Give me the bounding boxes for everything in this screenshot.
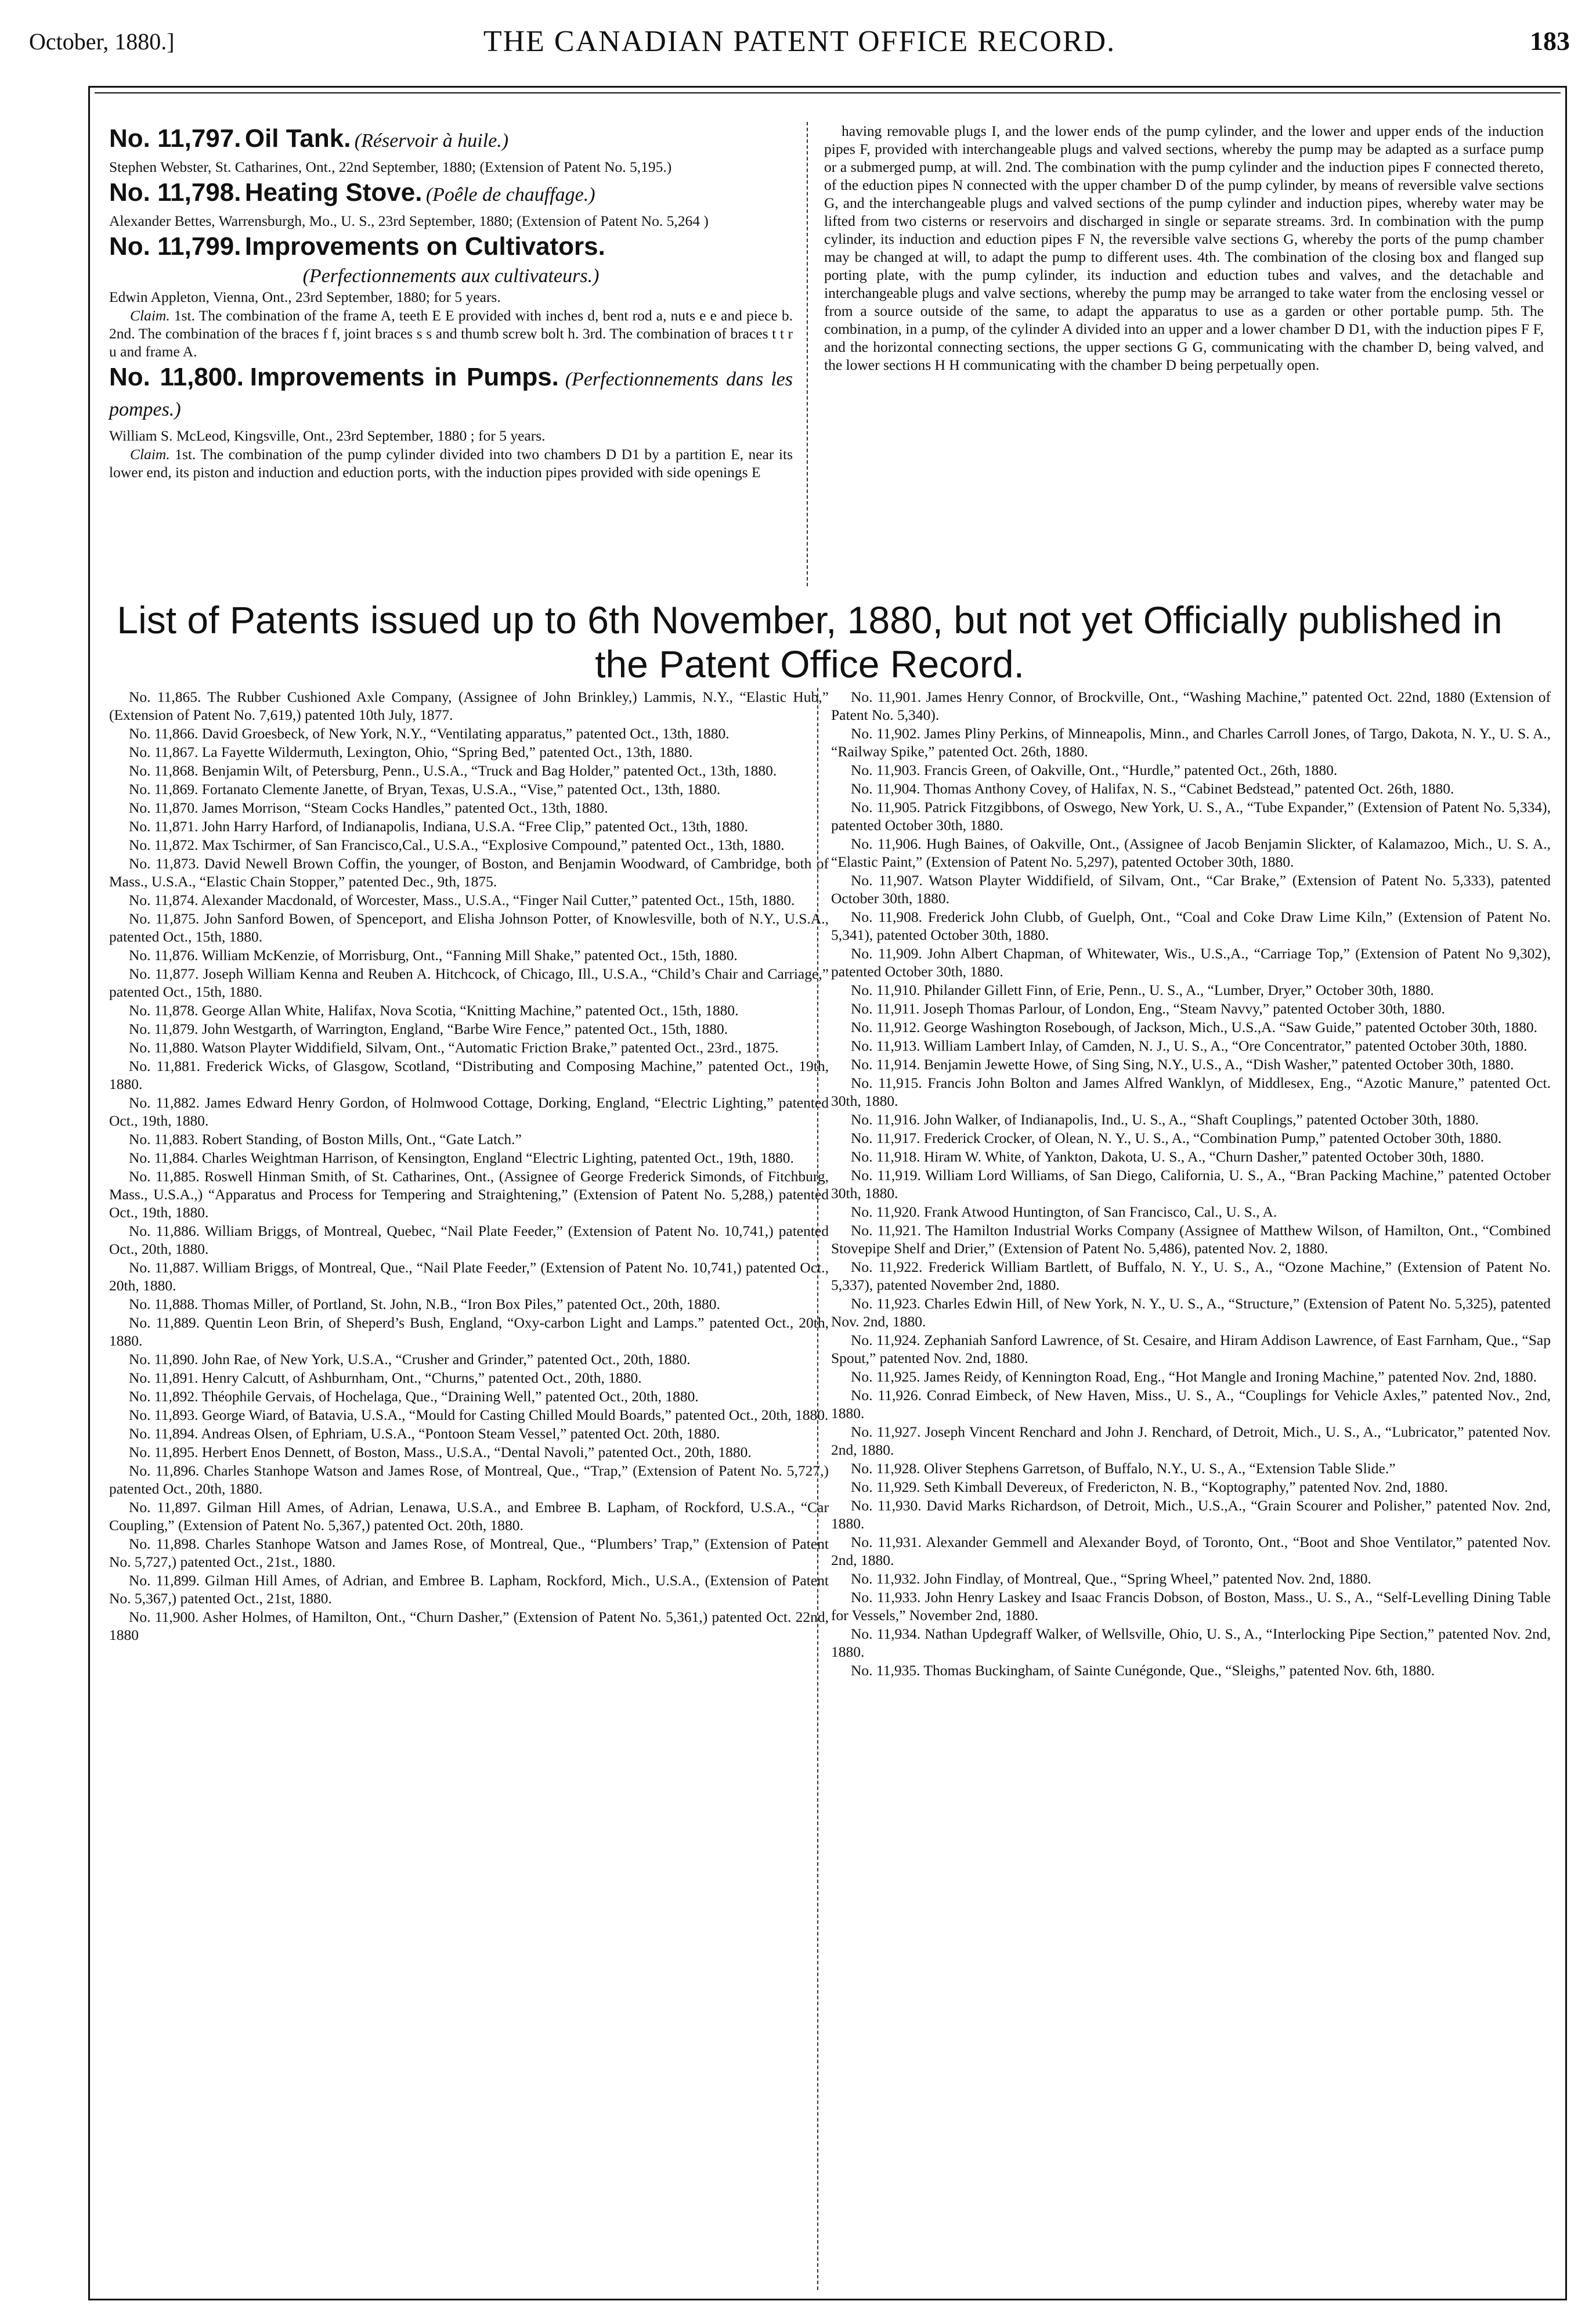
patent-meta: Alexander Bettes, Warrensburgh, Mo., U. S., 23rd September, 1880; (Extension of Patent No. 5,264 ) <box>109 212 709 229</box>
list-item: No. 11,922. Frederick William Bartlett, of Buffalo, N. Y., U. S., A., “Ozone Machine,” (Extension of Patent No. 5,337), patented November 2nd, 1880. <box>831 1258 1551 1293</box>
list-item: No. 11,894. Andreas Olsen, of Ephriam, U.S.A., “Pontoon Steam Vessel,” patented Oct. 20th, 1880. <box>129 1425 720 1442</box>
page-number: 183 <box>1530 26 1570 56</box>
list-item: No. 11,885. Roswell Hinman Smith, of St. Catharines, Ont., (Assignee of George Frederick Simonds, of Fitchburg, Mass., U.S.A.,) “Apparatus and Process for Tempering and Straightening,” (Extension of Patent No. 5,288,) patented Oct., 19th, 1880. <box>109 1168 829 1221</box>
list-item: No. 11,879. John Westgarth, of Warrington, England, “Barbe Wire Fence,” patented Oct., 15th, 1880. <box>129 1020 728 1037</box>
list-item: No. 11,897. Gilman Hill Ames, of Adrian, Lenawa, U.S.A., and Embree B. Lapham, of Rockford, U.S.A., “Car Coupling,” (Extension of Patent No. 5,367,) patented Oct. 20th, 1880. <box>109 1499 829 1534</box>
list-item: No. 11,875. John Sanford Bowen, of Spenceport, and Elisha Johnson Potter, of Knowlesville, both of N.Y., U.S.A., patented Oct., 15th, 1880. <box>109 910 829 945</box>
list-item: No. 11,919. William Lord Williams, of San Diego, California, U. S., A., “Bran Packing Machine,” patented October 30th, 1880. <box>831 1167 1551 1202</box>
patent-heading <box>109 178 793 211</box>
list-item: No. 11,928. Oliver Stephens Garretson, of Buffalo, N.Y., U. S., A., “Extension Table Slide.” <box>851 1460 1396 1477</box>
list-item: No. 11,905. Patrick Fitzgibbons, of Oswego, New York, U. S., A., “Tube Expander,” (Extension of Patent No. 5,334), patented October 30th, 1880. <box>831 799 1551 834</box>
list-item: No. 11,887. William Briggs, of Montreal, Que., “Nail Plate Feeder,” (Extension of Patent No. 10,741,) patented Oct., 20th, 1880. <box>109 1259 829 1294</box>
patent-number: No. 11,798. <box>109 178 241 207</box>
list-item: No. 11,918. Hiram W. White, of Yankton, Dakota, U. S., A., “Churn Dasher,” patented October 30th, 1880. <box>851 1148 1485 1165</box>
list-item: No. 11,914. Benjamin Jewette Howe, of Sing Sing, N.Y., U.S., A., “Dish Washer,” patented October 30th, 1880. <box>851 1056 1514 1073</box>
patent-entry <box>109 232 793 360</box>
patents-column <box>109 122 793 482</box>
list-item: No. 11,900. Asher Holmes, of Hamilton, Ont., “Churn Dasher,” (Extension of Patent No. 5,361,) patented Oct. 22nd, 1880 <box>109 1608 829 1643</box>
list-title: List of Patents issued up to 6th November, 1880, but not yet Officially published in the Patent Office Record. <box>117 598 1503 686</box>
list-item: No. 11,872. Max Tschirmer, of San Francisco,Cal., U.S.A., “Explosive Compound,” patented Oct., 13th, 1880. <box>129 836 785 853</box>
list-item: No. 11,886. William Briggs, of Montreal, Quebec, “Nail Plate Feeder,” (Extension of Patent No. 10,741,) patented Oct., 20th, 1880. <box>109 1222 829 1257</box>
list-item: No. 11,883. Robert Standing, of Boston Mills, Ont., “Gate Latch.” <box>129 1131 522 1148</box>
list-item: No. 11,899. Gilman Hill Ames, of Adrian, and Embree B. Lapham, Rockford, Mich., U.S.A., (Extension of Patent No. 5,367,) patented Oct., 21st, 1880. <box>109 1572 829 1607</box>
patent-meta: William S. McLeod, Kingsville, Ont., 23rd September, 1880 ; for 5 years. <box>109 427 546 444</box>
list-item: No. 11,877. Joseph William Kenna and Reuben A. Hitchcock, of Chicago, Ill., U.S.A., “Child’s Chair and Carriage,” patented Oct., 15th, 1880. <box>109 965 829 1000</box>
patent-french-name: (Poêle de chauffage.) <box>425 184 595 205</box>
list-item: No. 11,876. William McKenzie, of Morrisburg, Ont., “Fanning Mill Shake,” patented Oct., 15th, 1880. <box>129 947 738 964</box>
list-item: No. 11,866. David Groesbeck, of New York, N.Y., “Ventilating apparatus,” patented Oct., 13th, 1880. <box>129 725 730 742</box>
list-item: No. 11,896. Charles Stanhope Watson and James Rose, of Montreal, Que., “Trap,” (Extension of Patent No. 5,727,) patented Oct., 20th, 1880. <box>109 1462 829 1497</box>
issue-date: October, 1880.] <box>29 28 175 55</box>
list-item: No. 11,915. Francis John Bolton and James Alfred Wanklyn, of Middlesex, Eng., “Azotic Manure,” patented Oct. 30th, 1880. <box>831 1074 1551 1109</box>
list-item: No. 11,881. Frederick Wicks, of Glasgow, Scotland, “Distributing and Composing Machine,” patented Oct., 19th, 1880. <box>109 1058 829 1092</box>
patent-list-left <box>109 688 829 1644</box>
list-item: No. 11,932. John Findlay, of Montreal, Que., “Spring Wheel,” patented Nov. 2nd, 1880. <box>851 1570 1371 1587</box>
patent-claim <box>109 306 793 360</box>
list-item: No. 11,912. George Washington Rosebough, of Jackson, Mich., U.S.,A. “Saw Guide,” patented October 30th, 1880. <box>851 1019 1538 1036</box>
patent-french-name: (Perfectionnements aux cultivateurs.) <box>302 265 600 287</box>
list-item: No. 11,906. Hugh Baines, of Oakville, Ont., (Assignee of Jacob Benjamin Slickter, of Kalamazoo, Mich., U. S. A., “Elastic Paint,” (Extension of Patent No. 5,297), patented October 30th, 1880. <box>831 835 1551 870</box>
list-item: No. 11,882. James Edward Henry Gordon, of Holmwood Cottage, Dorking, England, “Electric Lighting,” patented Oct., 19th, 1880. <box>109 1094 829 1129</box>
list-item: No. 11,907. Watson Playter Widdifield, of Silvam, Ont., “Car Brake,” (Extension of Patent No. 5,333), patented October 30th, 1880. <box>831 872 1551 907</box>
list-item: No. 11,884. Charles Weightman Harrison, of Kensington, England “Electric Lighting, patented Oct., 19th, 1880. <box>129 1149 794 1166</box>
list-item: No. 11,911. Joseph Thomas Parlour, of London, Eng., “Steam Navvy,” patented October 30th, 1880. <box>851 1000 1445 1017</box>
list-item: No. 11,920. Frank Atwood Huntington, of San Francisco, Cal., U. S., A. <box>851 1203 1277 1220</box>
patent-french-line <box>109 266 793 288</box>
patent-french-name: (Réservoir à huile.) <box>354 130 509 152</box>
list-item: No. 11,924. Zephaniah Sanford Lawrence, of St. Cesaire, and Hiram Addison Lawrence, of East Farnham, Que., “Sap Spout,” patented Nov. 2nd, 1880. <box>831 1332 1551 1366</box>
list-item: No. 11,869. Fortanato Clemente Janette, of Bryan, Texas, U.S.A., “Vise,” patented Oct., 13th, 1880. <box>129 781 721 798</box>
list-item: No. 11,870. James Morrison, “Steam Cocks Handles,” patented Oct., 13th, 1880. <box>129 799 608 816</box>
list-item: No. 11,934. Nathan Updegraff Walker, of Wellsville, Ohio, U. S., A., “Interlocking Pipe Section,” patented Nov. 2nd, 1880. <box>831 1625 1551 1660</box>
list-item: No. 11,923. Charles Edwin Hill, of New York, N. Y., U. S., A., “Structure,” (Extension of Patent No. 5,325), patented Nov. 2nd, 1880. <box>831 1295 1551 1330</box>
patent-name: Improvements in Pumps. <box>250 363 559 391</box>
list-item: No. 11,904. Thomas Anthony Covey, of Halifax, N. S., “Cabinet Bedstead,” patented Oct. 26th, 1880. <box>851 780 1454 797</box>
patent-number: No. 11,797. <box>109 124 241 153</box>
publication-title: THE CANADIAN PATENT OFFICE RECORD. <box>483 25 1116 58</box>
claim-label: Claim. <box>130 446 170 463</box>
list-item: No. 11,930. David Marks Richardson, of Detroit, Mich., U.S.,A., “Grain Scourer and Polisher,” patented Nov. 2nd, 1880. <box>831 1497 1551 1532</box>
patent-entry <box>109 178 793 230</box>
claim-label: Claim. <box>130 307 170 324</box>
list-item: No. 11,874. Alexander Macdonald, of Worcester, Mass., U.S.A., “Finger Nail Cutter,” patented Oct., 15th, 1880. <box>129 892 795 908</box>
list-item: No. 11,890. John Rae, of New York, U.S.A., “Crusher and Grinder,” patented Oct., 20th, 1880. <box>129 1351 691 1368</box>
list-item: No. 11,903. Francis Green, of Oakville, Ont., “Hurdle,” patented Oct., 26th, 1880. <box>851 762 1338 778</box>
list-item: No. 11,889. Quentin Leon Brin, of Sheperd’s Bush, England, “Oxy-carbon Light and Lamps.” patented Oct., 20th, 1880. <box>109 1314 829 1349</box>
patent-number: No. 11,799. <box>109 232 241 261</box>
list-item: No. 11,871. John Harry Harford, of Indianapolis, Indiana, U.S.A. “Free Clip,” patented Oct., 13th, 1880. <box>129 818 748 835</box>
claim-text: 1st. The combination of the frame A, teeth E E provided with inches d, bent rod a, nuts e e and piece b. 2nd. The combination of the braces f f, joint braces s s and thumb screw bolt h. 3rd. The combination of braces t t r u and frame A. <box>109 307 793 360</box>
list-item: No. 11,867. La Fayette Wildermuth, Lexington, Ohio, “Spring Bed,” patented Oct., 13th, 1880. <box>129 744 693 760</box>
list-item: No. 11,933. John Henry Laskey and Isaac Francis Dobson, of Boston, Mass., U. S., A., “Self-Levelling Dining Table for Vessels,” November 2nd, 1880. <box>831 1589 1551 1624</box>
list-item: No. 11,895. Herbert Enos Dennett, of Boston, Mass., U.S.A., “Dental Navoli,” patented Oct., 20th, 1880. <box>129 1444 752 1460</box>
list-item: No. 11,893. George Wiard, of Batavia, U.S.A., “Mould for Casting Chilled Mould Boards,” patented Oct., 20th, 1880. <box>129 1406 829 1423</box>
patent-entry <box>109 124 793 176</box>
patent-heading <box>109 363 793 425</box>
list-item: No. 11,878. George Allan White, Halifax, Nova Scotia, “Knitting Machine,” patented Oct., 15th, 1880. <box>129 1002 739 1019</box>
list-item: No. 11,880. Watson Playter Widdifield, Silvam, Ont., “Automatic Friction Brake,” patented Oct., 23rd., 1875. <box>129 1039 779 1056</box>
patent-claim <box>109 445 793 481</box>
patent-name: Improvements on Cultivators. <box>244 232 605 261</box>
list-item: No. 11,921. The Hamilton Industrial Works Company (Assignee of Matthew Wilson, of Hamilton, Ont., “Combined Stovepipe Shelf and Drier,” (Extension of Patent No. 5,486), patented Nov. 2, 1880. <box>831 1222 1551 1257</box>
patent-french-name: (Perfectionnements dans les pompes.) <box>109 369 793 420</box>
list-item: No. 11,929. Seth Kimball Devereux, of Fredericton, N. B., “Koptography,” patented Nov. 2nd, 1880. <box>851 1478 1448 1495</box>
list-item: No. 11,892. Théophile Gervais, of Hochelaga, Que., “Draining Well,” patented Oct., 20th, 1880. <box>129 1388 699 1405</box>
list-item: No. 11,868. Benjamin Wilt, of Petersburg, Penn., U.S.A., “Truck and Bag Holder,” patented Oct., 13th, 1880. <box>129 762 777 779</box>
list-item: No. 11,898. Charles Stanhope Watson and James Rose, of Montreal, Que., “Plumbers’ Trap,” (Extension of Patent No. 5,727,) patented Oct., 21st., 1880. <box>109 1535 829 1570</box>
running-head <box>29 23 1570 64</box>
list-item: No. 11,873. David Newell Brown Coffin, the younger, of Boston, and Benjamin Woodward, of Cambridge, both of Mass., U.S.A., “Elastic Chain Stopper,” patented Dec., 9th, 1875. <box>109 855 829 890</box>
list-item: No. 11,909. John Albert Chapman, of Whitewater, Wis., U.S.,A., “Carriage Top,” (Extension of Patent No 9,302), patented October 30th, 1880. <box>831 945 1551 980</box>
list-item: No. 11,901. James Henry Connor, of Brockville, Ont., “Washing Machine,” patented Oct. 22nd, 1880 (Extension of Patent No. 5,340). <box>831 688 1551 723</box>
continued-claim: having removable plugs I, and the lower ends of the pump cylinder, and the lower and upper ends of the induction pipes F, provided with interchangeable plugs and valved sections, whereby the pump may be adapted as a surface pump or a submerged pump, at will. 2nd. The combination with the pump cylinder and the induction pipes F connected thereto, of the eduction pipes N connected with the upper chamber D of the pump cylinder, by means of reversible valve sections G, and the interchangeable plugs and valved sections of the pump cylinder and induction pipes, whereby water may be lifted from two cisterns or reservoirs and discharged in single or separate streams. 3rd. In combination with the pump cylinder, its induction and eduction pipes F N, the reversible valve sections G, whereby the ports of the pump chamber may be changed at will, to adapt the pump to different uses. 4th. The combination of the closing box and flanged sup porting plate, with the pump cylinder, its induction and eduction tubes and valves, and the detachable and interchangeable plugs and valve sections, whereby the pump may be arranged to take water from the enclosing vessel or from a source outside of the same, to adapt the apparatus to use as a garden or other portable pump. 5th. The combination, in a pump, of the cylinder A divided into an upper and a lower chamber D D1, with the induction pipes F F, and the horizontal connecting sections, the upper sections G G, communicating with the chamber D, being valved, and the lower sections H H communicating with the chamber D being perpetually open. <box>824 122 1544 373</box>
list-item: No. 11,927. Joseph Vincent Renchard and John J. Renchard, of Detroit, Mich., U. S., A., “Lubricator,” patented Nov. 2nd, 1880. <box>831 1423 1551 1458</box>
list-item: No. 11,902. James Pliny Perkins, of Minneapolis, Minn., and Charles Carroll Jones, of Targo, Dakota, N. Y., U. S. A., “Railway Spike,” patented Oct. 26th, 1880. <box>831 725 1551 760</box>
claim-text: 1st. The combination of the pump cylinder divided into two chambers D D1 by a partition E, near its lower end, its piston and induction and eduction ports, with the induction pipes provided with side openings E <box>109 446 793 481</box>
patent-meta: Edwin Appleton, Vienna, Ont., 23rd September, 1880; for 5 years. <box>109 288 501 305</box>
patent-name: Oil Tank. <box>244 124 351 153</box>
list-item: No. 11,917. Frederick Crocker, of Olean, N. Y., U. S., A., “Combination Pump,” patented October 30th, 1880. <box>851 1130 1502 1146</box>
list-item: No. 11,910. Philander Gillett Finn, of Erie, Penn., U. S., A., “Lumber, Dryer,” October 30th, 1880. <box>851 982 1434 998</box>
patent-name: Heating Stove. <box>244 178 423 207</box>
list-item: No. 11,931. Alexander Gemmell and Alexander Boyd, of Toronto, Ont., “Boot and Shoe Ventilator,” patented Nov. 2nd, 1880. <box>831 1534 1551 1568</box>
patent-number: No. 11,800. <box>109 363 244 391</box>
list-item: No. 11,935. Thomas Buckingham, of Sainte Cunégonde, Que., “Sleighs,” patented Nov. 6th, 1880. <box>851 1662 1435 1679</box>
list-item: No. 11,913. William Lambert Inlay, of Camden, N. J., U. S., A., “Ore Concentrator,” patented October 30th, 1880. <box>851 1037 1528 1054</box>
list-item: No. 11,925. James Reidy, of Kennington Road, Eng., “Hot Mangle and Ironing Machine,” patented Nov. 2nd, 1880. <box>851 1368 1537 1385</box>
column-divider <box>807 122 808 586</box>
list-item: No. 11,891. Henry Calcutt, of Ashburnham, Ont., “Churns,” patented Oct., 20th, 1880. <box>129 1369 642 1386</box>
list-item: No. 11,865. The Rubber Cushioned Axle Company, (Assignee of John Brinkley,) Lammis, N.Y., “Elastic Hub,” (Extension of Patent No. 7,619,) patented 10th July, 1877. <box>109 688 829 723</box>
list-item: No. 11,926. Conrad Eimbeck, of New Haven, Miss., U. S., A., “Couplings for Vehicle Axles,” patented Nov., 2nd, 1880. <box>831 1387 1551 1422</box>
list-item: No. 11,908. Frederick John Clubb, of Guelph, Ont., “Coal and Coke Draw Lime Kiln,” (Extension of Patent No. 5,341), patented October 30th, 1880. <box>831 908 1551 943</box>
patent-list-right <box>831 688 1551 1680</box>
list-item: No. 11,916. John Walker, of Indianapolis, Ind., U. S., A., “Shaft Couplings,” patented October 30th, 1880. <box>851 1111 1479 1128</box>
column-divider <box>817 688 818 2290</box>
patent-heading <box>109 232 793 265</box>
patent-meta: Stephen Webster, St. Catharines, Ont., 22nd September, 1880; (Extension of Patent No. 5,195.) <box>109 158 672 175</box>
patent-heading <box>109 124 793 157</box>
list-item: No. 11,888. Thomas Miller, of Portland, St. John, N.B., “Iron Box Piles,” patented Oct., 20th, 1880. <box>129 1296 720 1312</box>
patent-entry <box>109 363 793 481</box>
